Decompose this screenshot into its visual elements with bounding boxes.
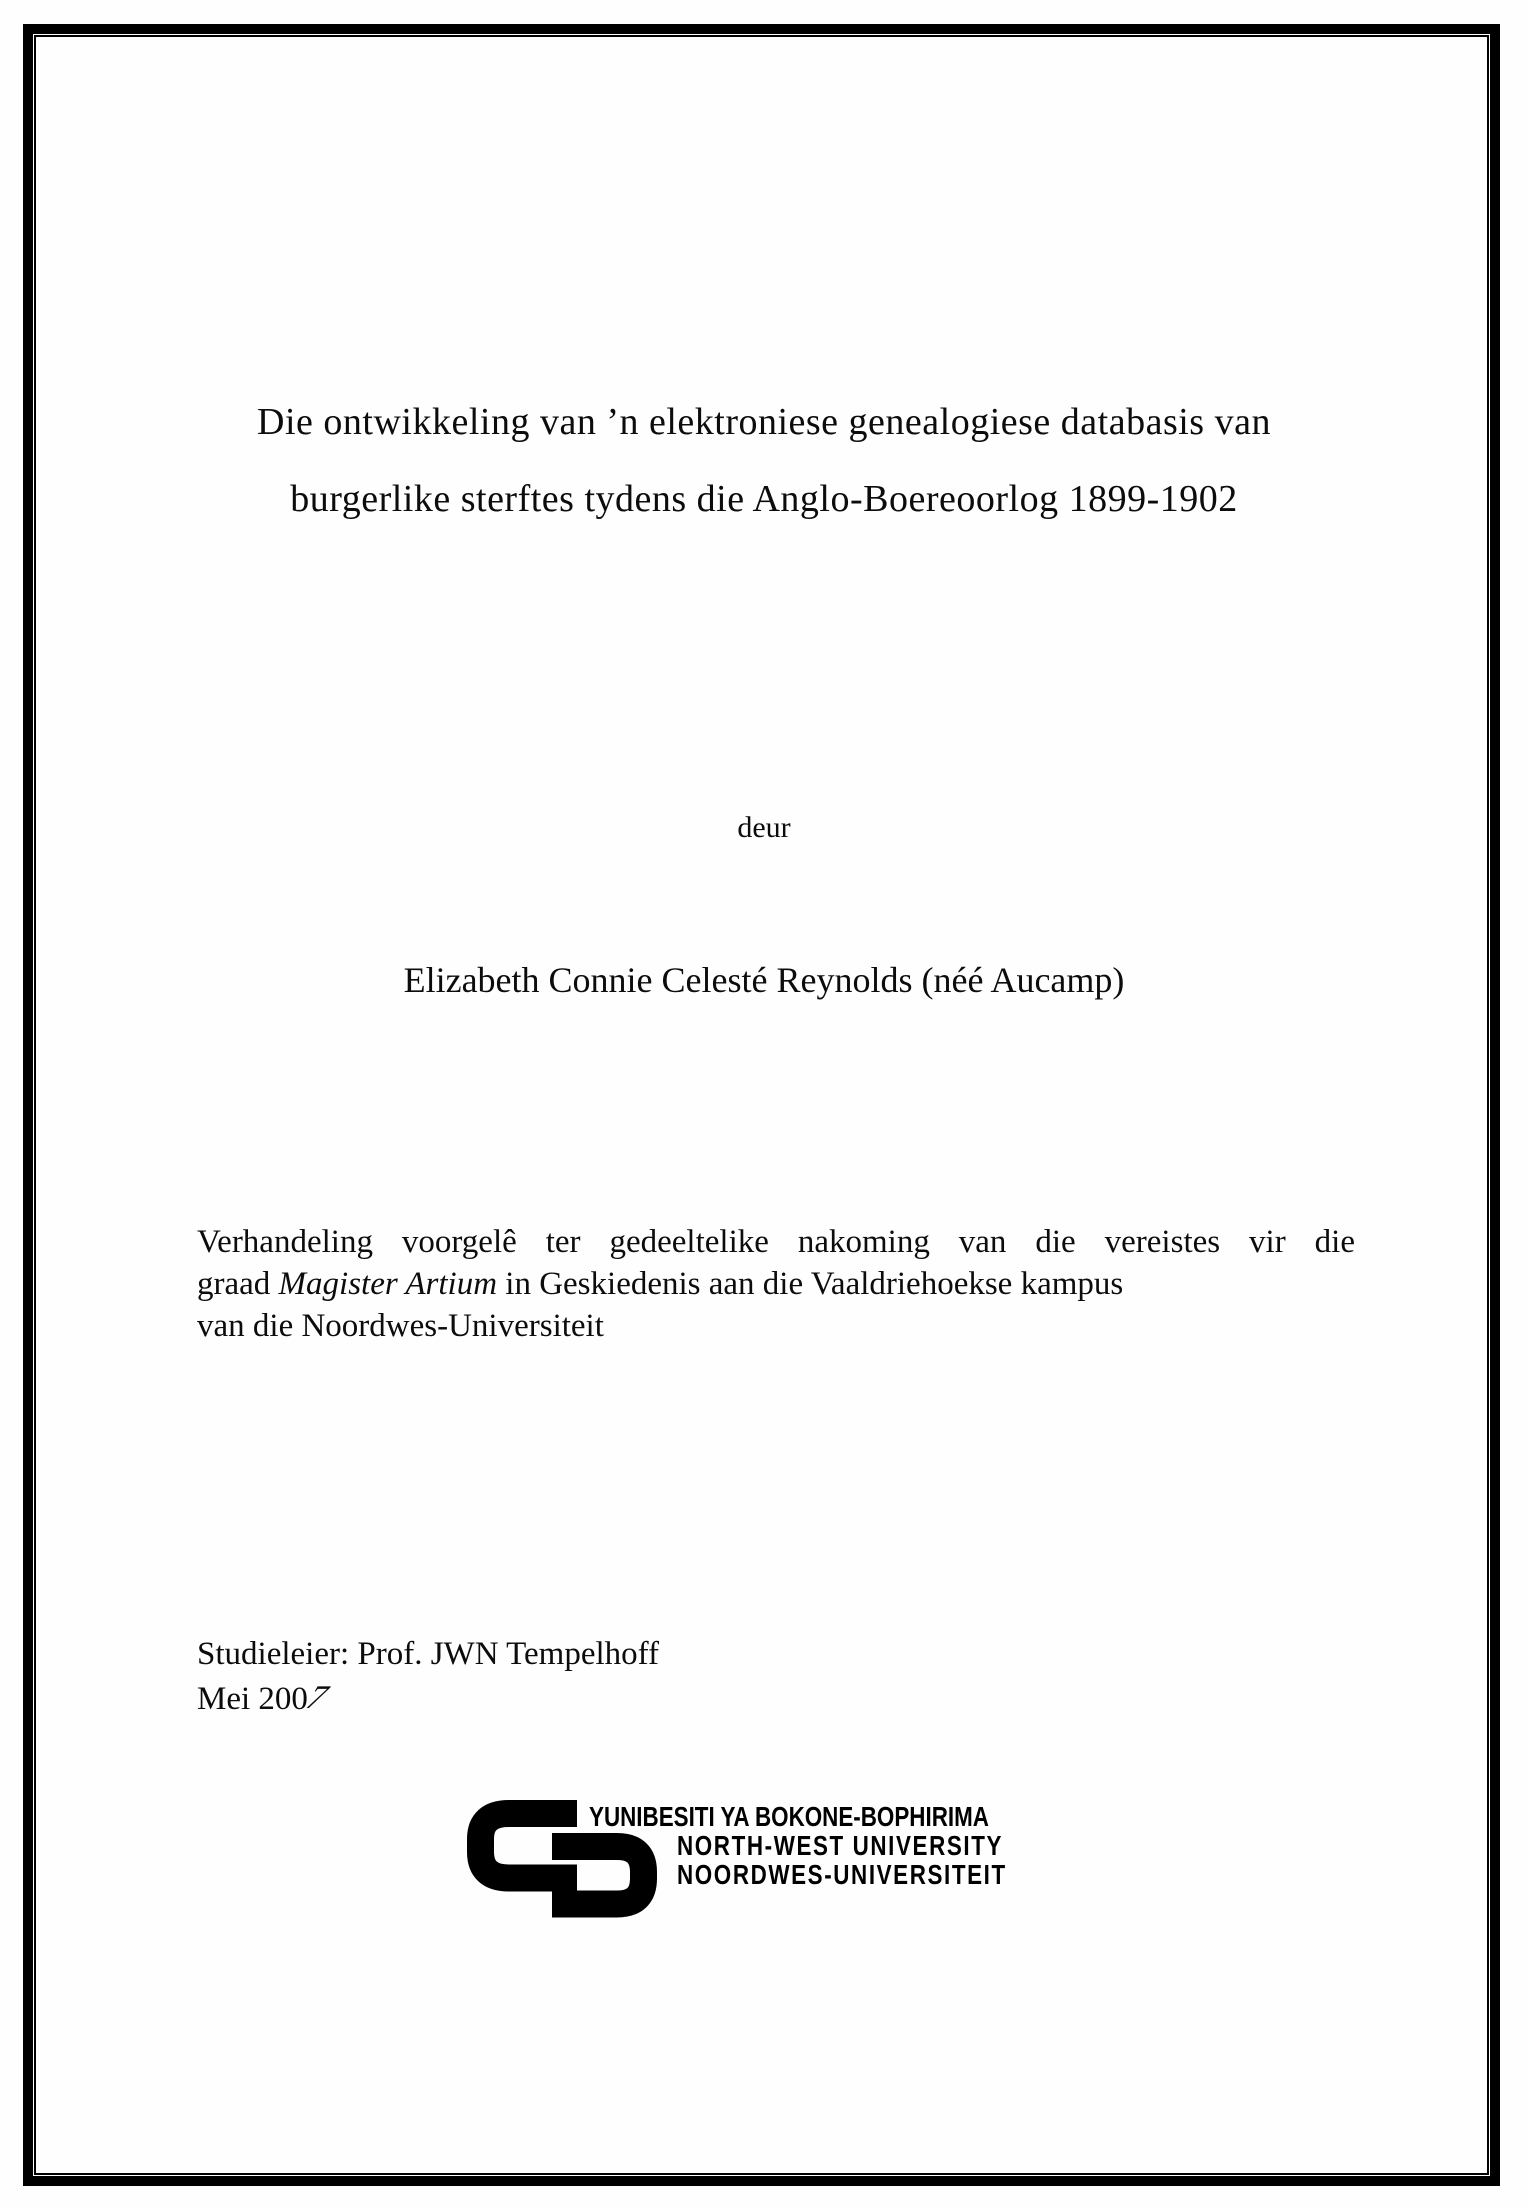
- thesis-title-line-1: Die ontwikkeling van ’n elektroniese genealogiese databasis van: [257, 401, 1271, 443]
- degree-statement-line-2-pre: graad: [197, 1266, 279, 1302]
- logo-text-afrikaans: NOORDWES-UNIVERSITEIT: [677, 1859, 1007, 1890]
- thesis-title: [184, 384, 1344, 538]
- logo-text-english: NORTH-WEST UNIVERSITY: [677, 1830, 1004, 1861]
- degree-statement-line-1: Verhandeling voorgelê ter gedeeltelike nakoming van die vereistes vir die: [197, 1224, 1355, 1260]
- supervisor-block: [197, 1632, 659, 1722]
- logo-text-setswana: YUNIBESITI YA BOKONE-BOPHIRIMA: [589, 1801, 989, 1832]
- supervisor-line: Studieleier: Prof. JWN Tempelhoff: [197, 1636, 660, 1672]
- thesis-title-line-2: burgerlike sterftes tydens die Anglo-Boereoorlog 1899-1902: [290, 478, 1238, 520]
- byline-word: deur: [737, 811, 791, 844]
- date-last-digit: 7: [301, 1680, 333, 1716]
- degree-statement-line-2: [197, 1263, 1355, 1305]
- degree-name-italic: Magister Artium: [278, 1266, 498, 1302]
- degree-statement-line-3: van die Noordwes-Universiteit: [197, 1308, 604, 1344]
- date-line: [197, 1677, 659, 1722]
- university-logo-text: [589, 1802, 1089, 1889]
- degree-statement-line-2-post: in Geskiedenis aan die Vaaldriehoekse kampus: [497, 1266, 1124, 1302]
- degree-statement: [197, 1221, 1355, 1347]
- date-prefix: Mei 200: [197, 1681, 308, 1717]
- author-name: Elizabeth Connie Celesté Reynolds (néé Aucamp): [403, 960, 1125, 1000]
